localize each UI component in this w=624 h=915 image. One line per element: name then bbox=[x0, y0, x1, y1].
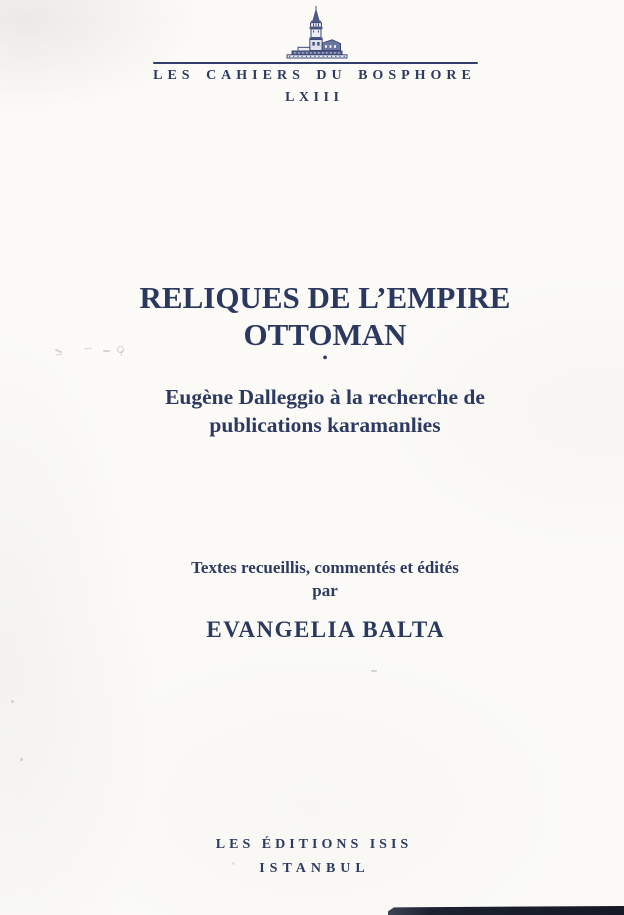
book-subtitle bbox=[13, 383, 624, 439]
scan-speck bbox=[20, 758, 23, 761]
scan-speck bbox=[232, 862, 235, 865]
scan-speck bbox=[371, 670, 377, 672]
scan-edge-bar bbox=[388, 906, 624, 915]
book-title-line2: OTTOMAN bbox=[243, 317, 407, 352]
author-name: EVANGELIA BALTA bbox=[206, 617, 446, 642]
series-title: LES CAHIERS DU BOSPHORE bbox=[153, 68, 476, 83]
credits bbox=[13, 556, 624, 602]
book-subtitle-line1: Eugène Dalleggio à la recherche de bbox=[165, 385, 485, 409]
publisher-city: ISTANBUL bbox=[259, 861, 370, 876]
book-title-line1: RELIQUES DE L’EMPIRE bbox=[139, 280, 511, 315]
publisher-name: LES ÉDITIONS ISIS bbox=[215, 837, 413, 852]
scan-speck bbox=[11, 700, 14, 703]
masthead-rule bbox=[153, 62, 478, 64]
maidens-tower-icon bbox=[268, 5, 364, 63]
credits-line1: Textes recueillis, commentés et édités bbox=[191, 558, 459, 577]
separator-bullet: • bbox=[322, 350, 328, 367]
book-subtitle-line2: publications karamanlies bbox=[209, 413, 441, 437]
credits-line2: par bbox=[312, 581, 338, 600]
book-title bbox=[13, 279, 624, 353]
series-number: LXIII bbox=[285, 90, 344, 105]
